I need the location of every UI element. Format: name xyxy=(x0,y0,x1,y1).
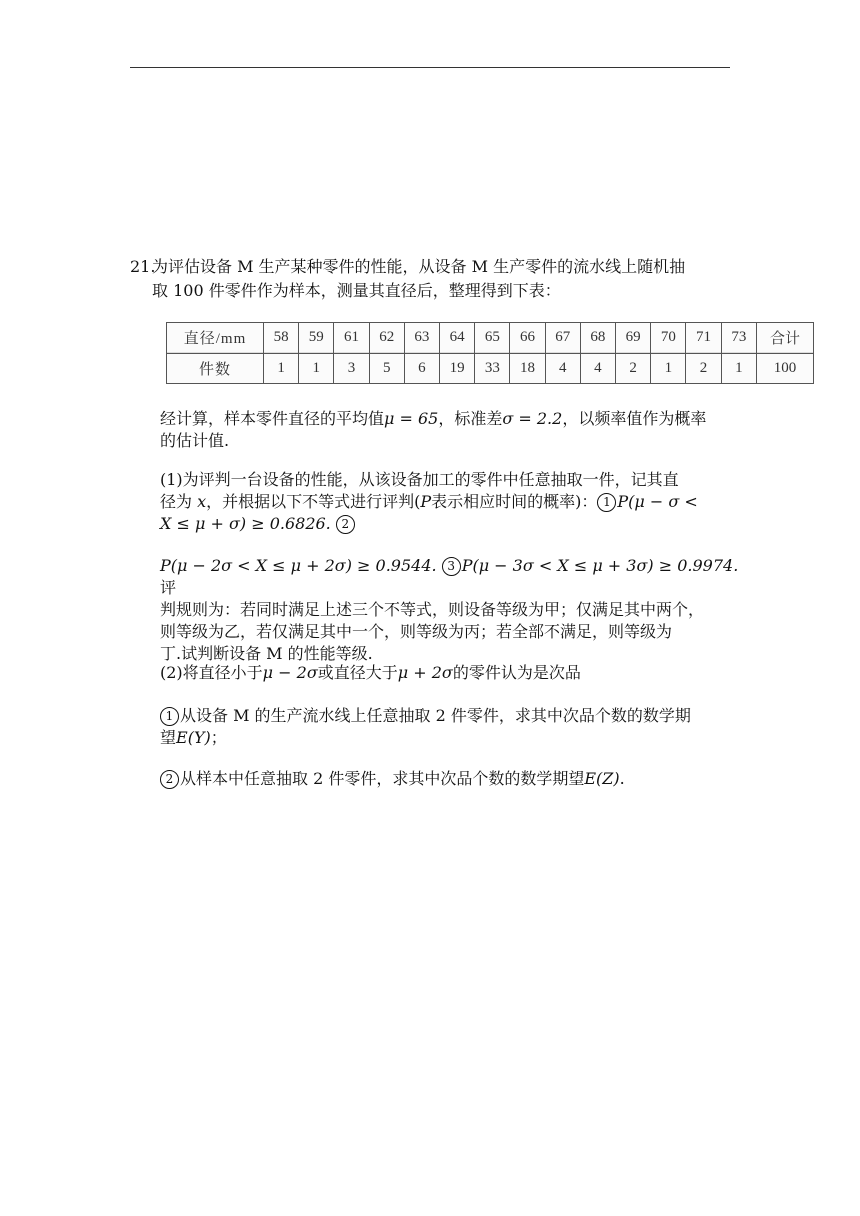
inequality-3: P(μ − 3σ < X ≤ μ + 3σ) ≥ 0.9974. xyxy=(461,556,739,575)
table-cell: 70 xyxy=(651,323,686,354)
part1-line-1: (1)为评判一台设备的性能，从该设备加工的零件中任意抽取一件，记其直 xyxy=(160,470,679,489)
table-cell: 71 xyxy=(686,323,721,354)
circled-number-3: 3 xyxy=(442,557,461,576)
rule-line-4: 丁.试判断设备 M 的性能等级. xyxy=(160,644,373,663)
total-label: 合计 xyxy=(757,323,814,354)
table-cell: 73 xyxy=(721,323,756,354)
table-cell: 62 xyxy=(369,323,404,354)
part1-line-3 xyxy=(160,513,750,535)
problem-number: 21. xyxy=(130,257,156,276)
table-cell: 59 xyxy=(299,323,334,354)
subquestion-text: . xyxy=(619,769,625,788)
table-cell: 3 xyxy=(334,353,369,384)
part2-text: 的零件认为是次品 xyxy=(452,663,581,682)
inequality-1b: X ≤ μ + σ) ≥ 0.6826. xyxy=(160,514,336,533)
stem-line-2: 取 100 件零件作为样本，测量其直径后，整理得到下表： xyxy=(152,281,561,300)
mean-expression: μ = 65 xyxy=(384,409,439,428)
expectation-ez: E(Z) xyxy=(584,769,620,788)
subquestion-1-line-2 xyxy=(160,727,750,749)
table-cell: 65 xyxy=(475,323,510,354)
inequality-2: P(μ − 2σ < X ≤ μ + 2σ) ≥ 0.9544. xyxy=(160,556,442,575)
expectation-ey: E(Y) xyxy=(176,728,211,747)
table-cell: 64 xyxy=(440,323,475,354)
part2-text: (2)将直径小于 xyxy=(160,663,263,682)
table-cell: 63 xyxy=(404,323,439,354)
part2-text: 或直径大于 xyxy=(317,663,398,682)
subquestion-text: ； xyxy=(210,728,227,747)
subquestion-1 xyxy=(160,705,750,749)
circled-number-2: 2 xyxy=(160,770,179,789)
subquestion-2 xyxy=(160,768,750,790)
lower-bound-expression: μ − 2σ xyxy=(262,663,318,682)
upper-bound-expression: μ + 2σ xyxy=(397,663,453,682)
stats-text: 经计算，样本零件直径的平均值 xyxy=(160,409,385,428)
part1-line-2 xyxy=(160,491,750,513)
subquestion-text: 从样本中任意抽取 2 件零件，求其中次品个数的数学期望 xyxy=(180,769,585,788)
table-cell: 19 xyxy=(440,353,475,384)
sd-expression: σ = 2.2 xyxy=(502,409,563,428)
subquestion-1-line-1 xyxy=(160,705,750,727)
part1-text: 径为 xyxy=(160,492,198,511)
stats-line-2: 的估计值. xyxy=(160,431,230,450)
inequality-1a: P(μ − σ < xyxy=(617,492,698,511)
part1-paragraph xyxy=(160,469,750,535)
table-cell: 58 xyxy=(264,323,299,354)
subquestion-text: 从设备 M 的生产流水线上任意抽取 2 件零件，求其中次品个数的数学期 xyxy=(180,706,691,725)
table-cell: 68 xyxy=(580,323,615,354)
rule-text: 评 xyxy=(160,578,177,597)
subquestion-text: 望 xyxy=(160,728,177,747)
diameter-frequency-table xyxy=(166,322,814,384)
stem-line-1: 为评估设备 M 生产某种零件的性能，从设备 M 生产零件的流水线上随机抽 xyxy=(152,257,686,276)
table-cell: 67 xyxy=(545,323,580,354)
table-cell: 1 xyxy=(299,353,334,384)
part1-text: 表示相应时间的概率)： xyxy=(431,492,598,511)
table-cell: 66 xyxy=(510,323,545,354)
rule-line-1 xyxy=(160,555,750,599)
total-value: 100 xyxy=(757,353,814,384)
part2-paragraph xyxy=(160,662,750,684)
table-cell: 4 xyxy=(545,353,580,384)
table-cell: 6 xyxy=(404,353,439,384)
rule-paragraph xyxy=(160,555,750,665)
circled-number-1: 1 xyxy=(597,493,616,512)
variable-p: P xyxy=(420,492,432,511)
table-cell: 61 xyxy=(334,323,369,354)
table-cell: 4 xyxy=(580,353,615,384)
stats-line-1 xyxy=(160,408,750,430)
stats-text: ，以频率值作为概率 xyxy=(562,409,707,428)
circled-number-1: 1 xyxy=(160,707,179,726)
table-cell: 1 xyxy=(264,353,299,384)
table-cell: 2 xyxy=(616,353,651,384)
row-header-count: 件数 xyxy=(167,353,264,384)
table-row-count xyxy=(167,353,814,384)
table-cell: 2 xyxy=(686,353,721,384)
table-row-diameter xyxy=(167,323,814,354)
table-cell: 18 xyxy=(510,353,545,384)
table-cell: 69 xyxy=(616,323,651,354)
table-cell: 1 xyxy=(651,353,686,384)
row-header-diameter: 直径/mm xyxy=(167,323,264,354)
circled-number-2: 2 xyxy=(336,515,355,534)
problem-stem xyxy=(130,255,740,303)
rule-line-3: 则等级为乙，若仅满足其中一个，则等级为丙；若全部不满足，则等级为 xyxy=(160,622,673,641)
table-cell: 5 xyxy=(369,353,404,384)
part1-text: ，并根据以下不等式进行评判( xyxy=(206,492,421,511)
stats-paragraph xyxy=(160,408,750,452)
table-cell: 1 xyxy=(721,353,756,384)
rule-line-2: 判规则为：若同时满足上述三个不等式，则设备等级为甲；仅满足其中两个， xyxy=(160,600,705,619)
variable-x: x xyxy=(197,492,207,511)
table-cell: 33 xyxy=(475,353,510,384)
stats-text: ，标准差 xyxy=(438,409,503,428)
header-rule xyxy=(130,67,730,68)
